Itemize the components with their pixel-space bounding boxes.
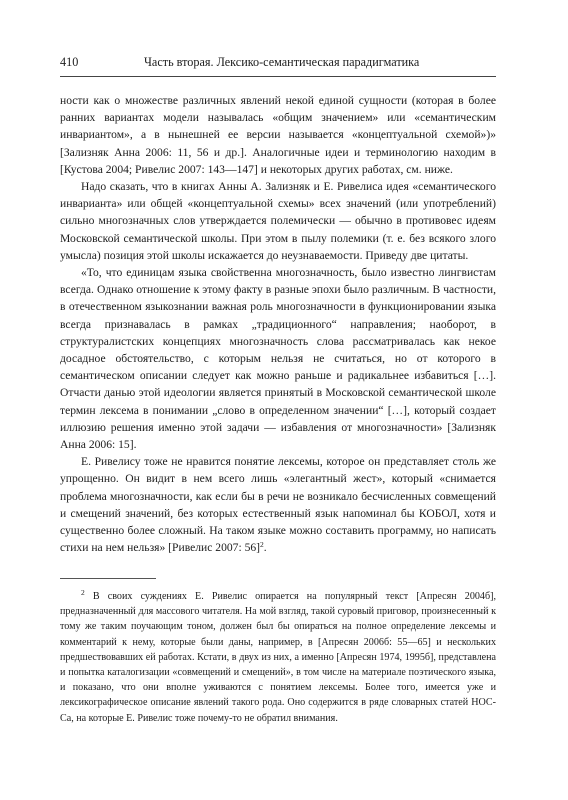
paragraph-3-quote: «То, что единицам языка свойственна многозначность, было известно лингвистам всегда. Однако отношение к этому факту в разные эпохи было различным. В частности, в отечественном языкознании важная роль многозначности в функционировании языка всегда признавалась в рамках „традиционного“ направления; наоборот, в структуралистских концепциях многозначность слова рассматривалась как некое досадное обстоятельство, с которым нельзя не считаться, но от которого в семантическом описании следует как можно раньше и радикальнее избавиться […]. Отчасти данью этой идеологии является принятый в Московской семантической школе термин лексема в понимании „слово в определенном значении“ […], который создает иллюзию решения именно этой задачи — избавления от многозначности» [Зализняк Анна 2006: 15]. (60, 266, 496, 452)
paragraph-4-text: Е. Ривелису тоже не нравится понятие лексемы, которое он представляет столь же упрощенно. Он видит в нем всего лишь «элегантный жест», который «снимается проблема многозначности, как если бы в речи не возникало бесчисленных совмещений и смещений значений, без которых естественный язык напоминал бы КОБОЛ, хотя и существенно более сложный. На таком языке можно составить программу, но написать стихи на нем нельзя» [Ривелис 2007: 56] (60, 455, 496, 555)
footnote-marker: 2 (81, 588, 85, 597)
paragraph-4 (60, 453, 496, 556)
footnote-body: В своих суждениях Е. Ривелис опирается на популярный текст [Апресян 2004б], предназначенный для массового читателя. На мой взгляд, такой суровый приговор, произнесенный к тому же таким поучающим тоном, должен был бы опираться на полное определение лексемы и комментарий к нему, которые были даны, например, в [Апресян 2006б: 55—65] и нескольких предшествовавших ей работах. Кстати, в двух из них, а именно [Апресян 1974, 1995б], представлена и попытка каталогизации «совмещений и смещений», в том числе на материале поэтического языка, и показано, что они вполне уживаются с понятием лексемы. Более того, имеется уже и лексикографическое описание явлений такого рода. Оно содержится в ряде словарных статей НОС-Са, на которые Е. Ривелис тоже почему-то не обратил внимания. (60, 591, 496, 724)
footnote-ref[interactable]: 2 (260, 540, 264, 550)
paragraph-1: ности как о множестве различных явлений некой единой сущности (которая в более ранних вариантах модели называлась «общим значением» или «семантическим инвариантом», а в нынешней ее версии называется «концептуальной схемой»)» [Зализняк Анна 2006: 11, 56 и др.]. Аналогичные идеи и терминологию находим в [Кустова 2004; Ривелис 2007: 143—147] и некоторых других работах, см. ниже. (60, 94, 496, 176)
paragraph-2: Надо сказать, что в книгах Анны А. Зализняк и Е. Ривелиса идея «семантического инварианта» или общей «концептуальной схемы» всех значений (или употреблений) сильно многозначных слов утверждается полемически — обычно в противовес идеям Московской семантической школы. При этом в пылу полемики (т. е. без всякого злого умысла) позиция этой школы искажается до неузнаваемости. Приведу две цитаты. (60, 180, 496, 262)
footnote-text (60, 589, 496, 726)
header-rule (60, 76, 496, 77)
paragraph-4-end: . (263, 541, 267, 555)
running-title: Часть вторая. Лексико-семантическая парадигматика (144, 55, 420, 69)
main-text (60, 92, 496, 556)
footnote (60, 589, 496, 726)
footnote-rule (60, 578, 156, 579)
page-number: 410 (60, 55, 79, 69)
